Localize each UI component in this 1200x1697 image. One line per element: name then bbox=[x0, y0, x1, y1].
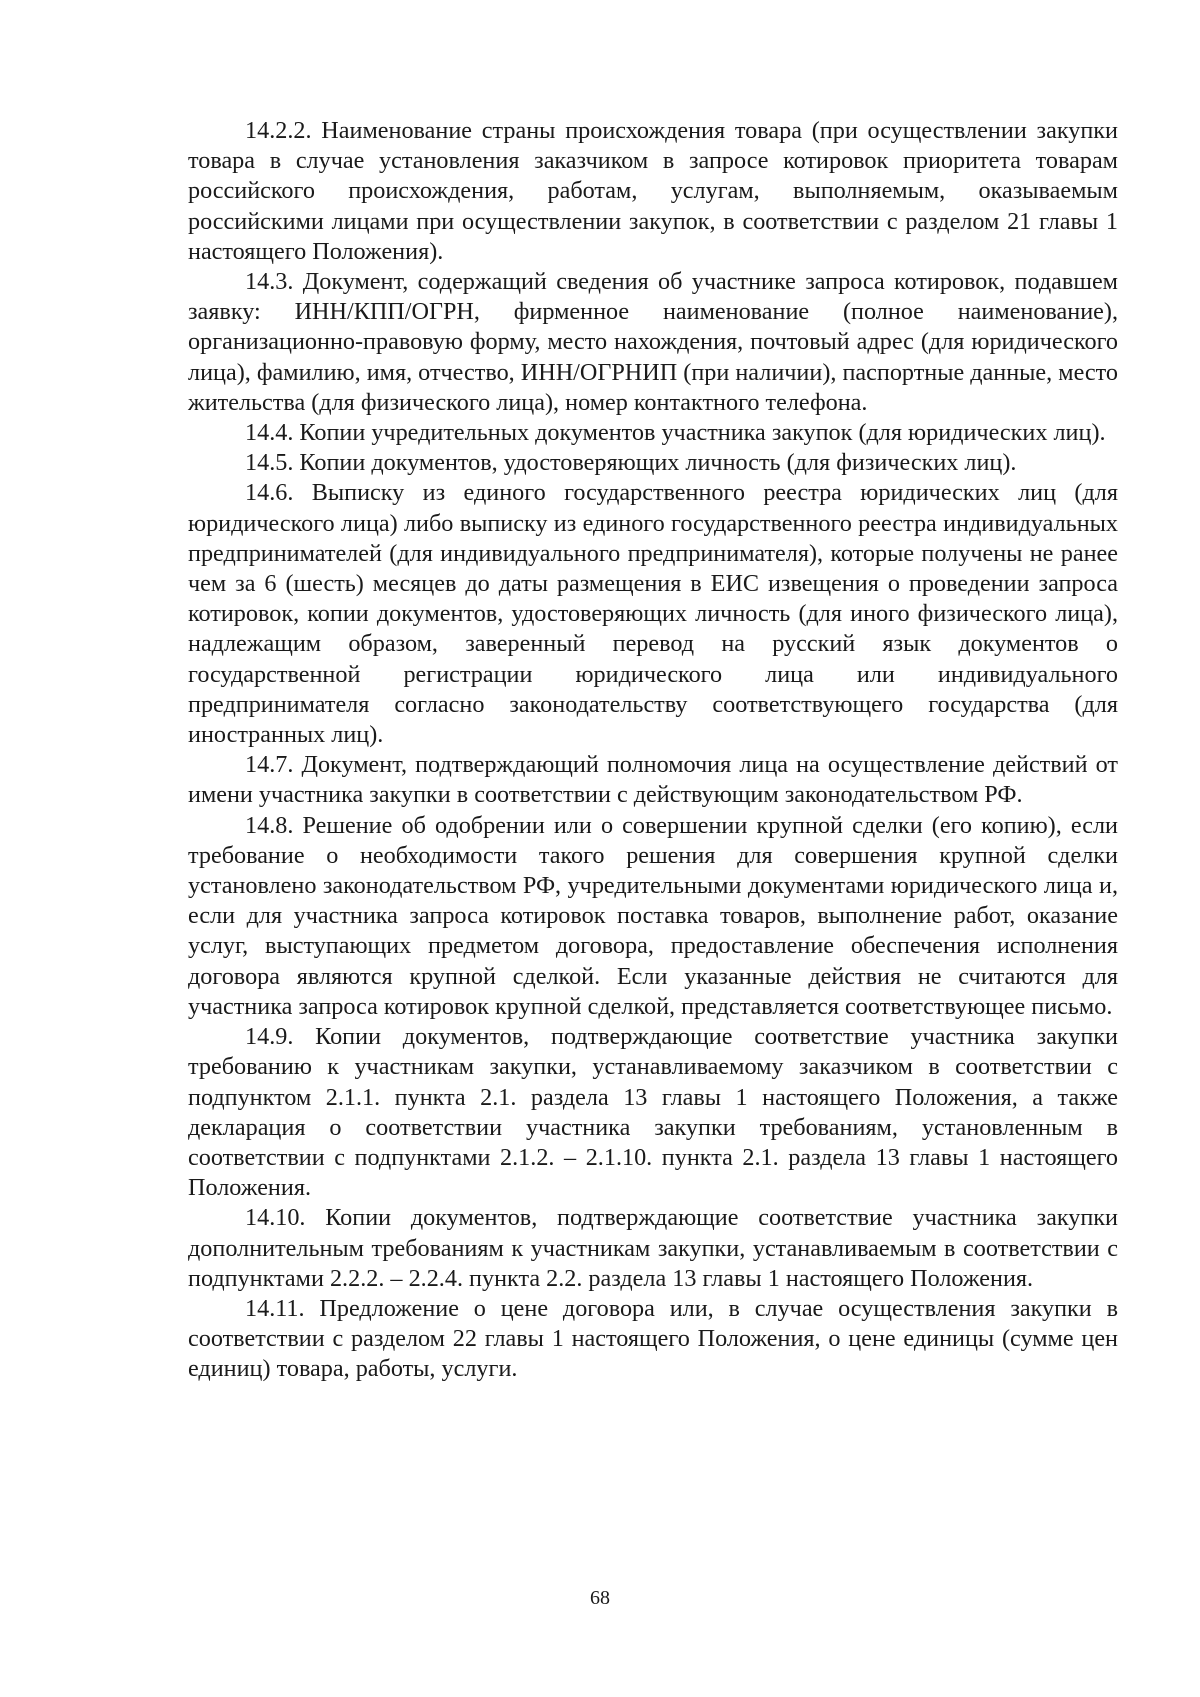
paragraph-14-5: 14.5. Копии документов, удостоверяющих личность (для физических лиц). bbox=[245, 449, 1017, 477]
paragraph-14-10: 14.10. Копии документов, подтверждающие соответствие участника закупки дополнительным требованиям к участникам закупки, устанавливаемым в соответствии с подпунктами 2.2.2. – 2.2.4. пункта 2.2. раздела 13 главы 1 настоящего Положения. bbox=[188, 1204, 1118, 1292]
paragraph-14-8: 14.8. Решение об одобрении или о совершении крупной сделки (его копию), если требование о необходимости такого решения для совершения крупной сделки установлено законодательством РФ, учредительными документами юридического лица и, если для участника запроса котировок поставка товаров, выполнение работ, оказание услуг, выступающих предметом договора, предоставление обеспечения исполнения договора являются крупной сделкой. Если указанные действия не считаются для участника запроса котировок крупной сделкой, представляется соответствующее письмо. bbox=[188, 811, 1118, 1020]
paragraph-14-6: 14.6. Выписку из единого государственного реестра юридических лиц (для юридического лица) либо выписку из единого государственного реестра индивидуальных предпринимателей (для индивидуального предпринимателя), которые получены не ранее чем за 6 (шесть) месяцев до даты размещения в ЕИС извещения о проведении запроса котировок, копии документов, удостоверяющих личность (для иного физического лица), надлежащим образом, заверенный перевод на русский язык документов о государственной регистрации юридического лица или индивидуального предпринимателя согласно законодательству соответствующего государства (для иностранных лиц). bbox=[188, 479, 1118, 749]
paragraph-14-4: 14.4. Копии учредительных документов участника закупок (для юридических лиц). bbox=[245, 419, 1106, 447]
document-body bbox=[188, 116, 1118, 1385]
paragraph-14-2-2: 14.2.2. Наименование страны происхождения товара (при осуществлении закупки товара в случае установления заказчиком в запросе котировок приоритета товарам российского происхождения, работам, услугам, выполняемым, оказываемым российскими лицами при осуществлении закупок, в соответствии с разделом 21 главы 1 настоящего Положения). bbox=[188, 117, 1118, 265]
paragraph-14-9: 14.9. Копии документов, подтверждающие соответствие участника закупки требованию к участникам закупки, устанавливаемому заказчиком в соответствии с подпунктом 2.1.1. пункта 2.1. раздела 13 главы 1 настоящего Положения, а также декларация о соответствии участника закупки требованиям, установленным в соответствии с подпунктами 2.1.2. – 2.1.10. пункта 2.1. раздела 13 главы 1 настоящего Положения. bbox=[188, 1023, 1118, 1202]
page-number: 68 bbox=[590, 1587, 610, 1609]
paragraph-14-11: 14.11. Предложение о цене договора или, в случае осуществления закупки в соответствии с разделом 22 главы 1 настоящего Положения, о цене единицы (сумме цен единиц) товара, работы, услуги. bbox=[188, 1294, 1118, 1383]
paragraph-14-3: 14.3. Документ, содержащий сведения об участнике запроса котировок, подавшем заявку: ИНН/КПП/ОГРН, фирменное наименование (полное наименование), организационно-правовую форму, место нахождения, почтовый адрес (для юридического лица), фамилию, имя, отчество, ИНН/ОГРНИП (при наличии), паспортные данные, место жительства (для физического лица), номер контактного телефона. bbox=[188, 268, 1118, 416]
paragraph-14-7: 14.7. Документ, подтверждающий полномочия лица на осуществление действий от имени участника закупки в соответствии с действующим законодательством РФ. bbox=[188, 751, 1118, 809]
